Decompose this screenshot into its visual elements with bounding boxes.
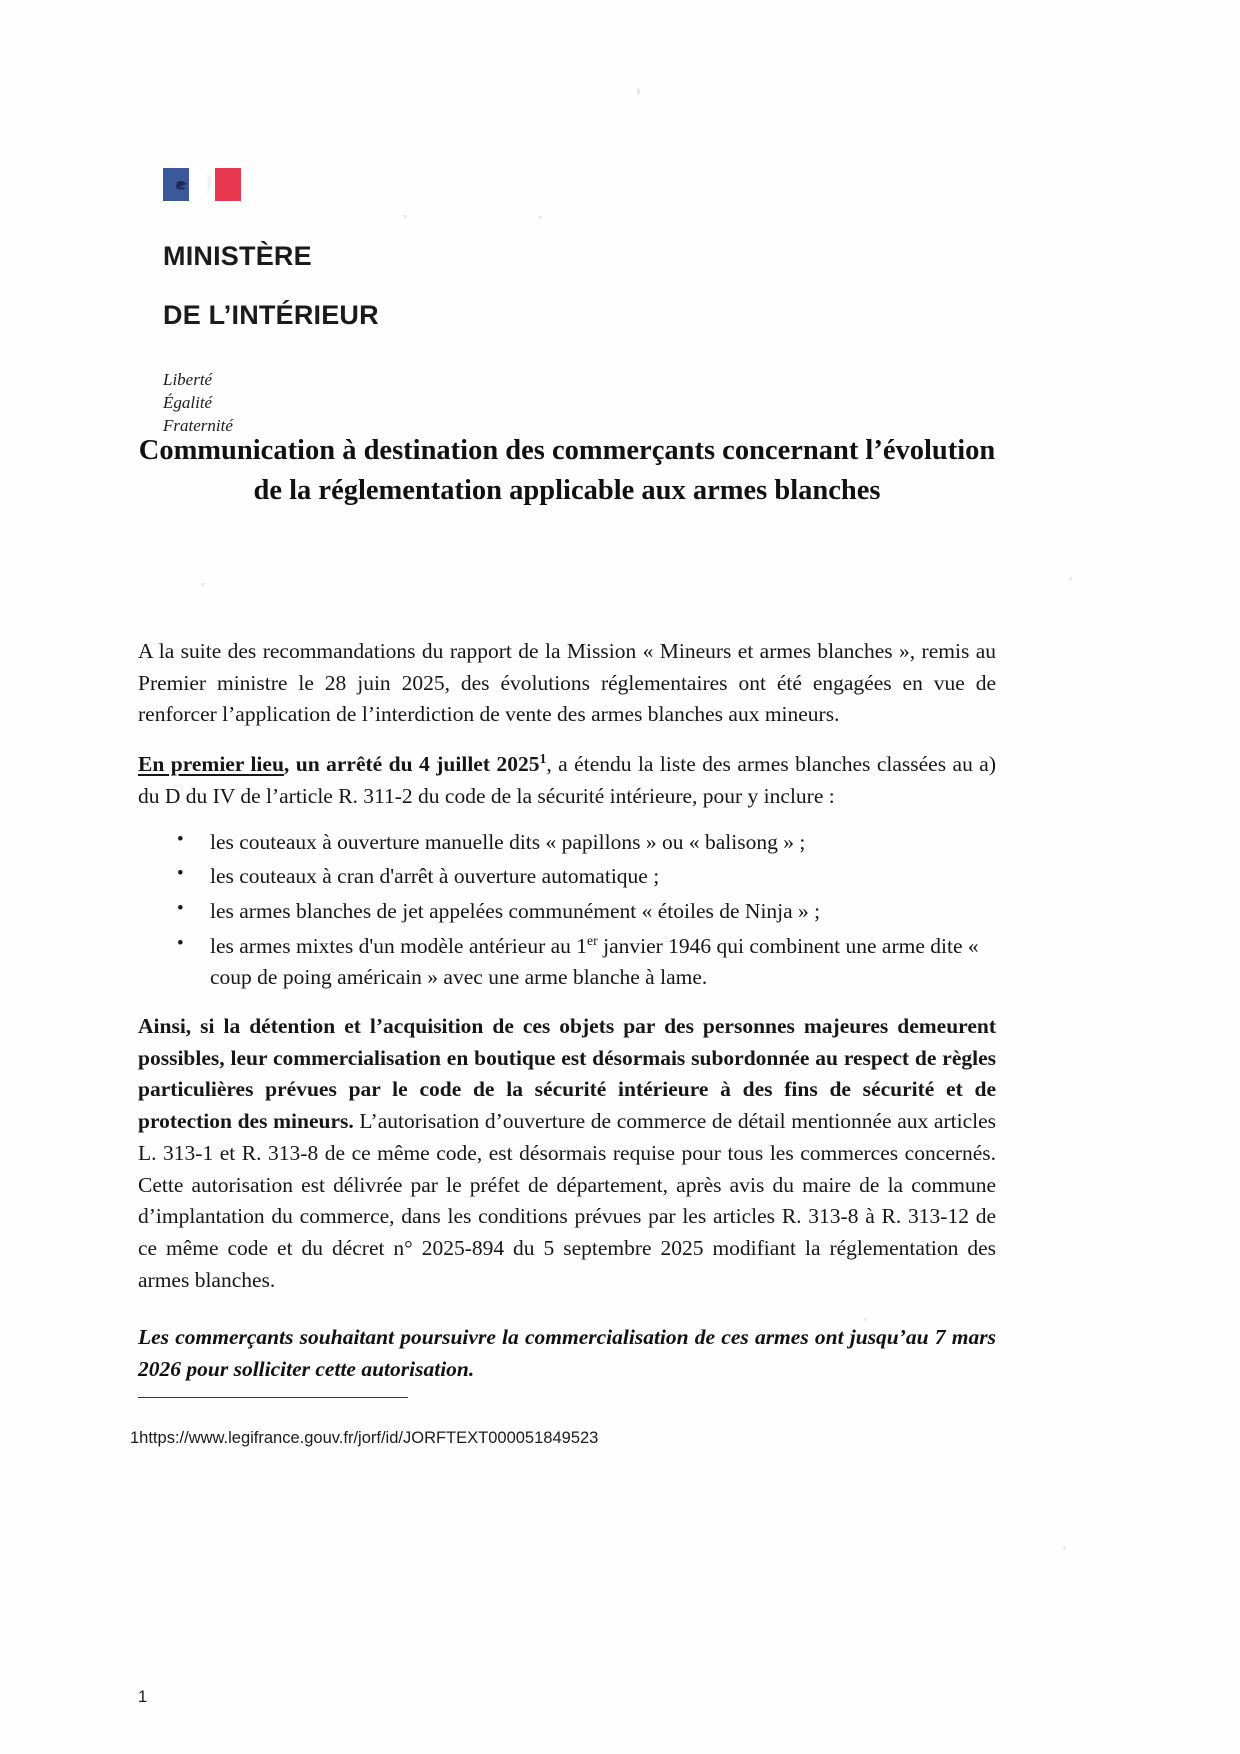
scan-speckle xyxy=(1069,577,1072,580)
paragraph-ainsi xyxy=(138,1011,996,1296)
scan-speckle xyxy=(539,216,542,219)
paragraph-intro: A la suite des recommandations du rapport de la Mission « Mineurs et armes blanches », remis au Premier ministre le 28 juin 2025, des évolutions réglementaires ont été engagées en vue de renforcer l’application de l’interdiction de vente des armes blanches aux mineurs. xyxy=(138,639,996,727)
ministry-name-line2: DE L’INTÉRIEUR xyxy=(163,300,379,331)
premier-lieu-lead: En premier lieu xyxy=(138,752,284,777)
scan-speckle xyxy=(404,215,407,218)
footnote-marker-1: 1 xyxy=(539,750,547,766)
paragraph-deadline: Les commerçants souhaitant poursuivre la commercialisation de ces armes ont jusqu’au 7 mars 2026 pour solliciter cette autorisation. xyxy=(138,1325,996,1382)
list-item-superscript: er xyxy=(587,932,598,948)
document-body xyxy=(138,636,996,1407)
list-item xyxy=(210,827,996,859)
list-item-text: les armes blanches de jet appelées communément « étoiles de Ninja » ; xyxy=(210,898,821,923)
scan-speckle xyxy=(637,88,640,95)
list-item-text: les armes mixtes d'un modèle antérieur au 1 xyxy=(210,933,588,958)
scan-speckle xyxy=(864,1318,867,1321)
letterhead xyxy=(163,168,503,437)
list-item-text: les couteaux à ouverture manuelle dits « papillons » ou « balisong » ; xyxy=(210,829,806,854)
republic-motto xyxy=(163,369,503,437)
premier-lieu-bold-rest: , un arrêté du 4 juillet 2025 xyxy=(283,752,540,777)
list-item xyxy=(210,861,996,893)
list-item-text: les couteaux à cran d'arrêt à ouverture automatique ; xyxy=(210,864,660,889)
footnote-text: 1https://www.legifrance.gouv.fr/jorf/id/JORFTEXT000051849523 xyxy=(130,1429,599,1447)
page-number: 1 xyxy=(138,1688,148,1706)
premier-lieu-plain: , a étendu la liste des armes blanches classées au a) du D du IV de l’article R. 311-2 du code de la sécurité intérieure, pour y inclure : xyxy=(138,752,996,808)
french-flag-marianne-logo xyxy=(163,168,241,201)
list-item xyxy=(210,896,996,928)
ministry-name-line1: MINISTÈRE xyxy=(163,240,312,271)
paragraph-premier-lieu xyxy=(138,749,996,812)
ministry-name xyxy=(163,212,503,360)
scan-speckle xyxy=(1063,1546,1066,1549)
list-item-text-cont: janvier 1946 qui combinent une arme dite « coup de poing américain » avec une arme blanche à lame. xyxy=(210,933,979,990)
motto-egalite: Égalité xyxy=(163,393,213,413)
weapons-list xyxy=(138,827,996,995)
list-item xyxy=(210,931,996,994)
scan-speckle xyxy=(201,583,204,586)
ainsi-bold-lead: Ainsi, si la détention et l’acquisition de ces objets par des personnes majeures demeurent possibles, leur commercialisation en boutique est désormais subordonnée au respect de règles particulières prévues par le code de la sécurité intérieure à des fins de sécurité et de protection des mineurs. xyxy=(138,1014,996,1134)
document-title: Communication à destination des commerçants concernant l’évolution de la réglementation applicable aux armes blanches xyxy=(138,435,996,506)
ainsi-plain-rest: L’autorisation d’ouverture de commerce de détail mentionnée aux articles L. 313-1 et R. 313-8 de ce même code, est désormais requise pour tous les commerces concernés. Cette autorisation est délivrée par le préfet de département, après avis du maire de la commune d’implantation du commerce, dans les conditions prévues par les articles R. 313-8 à R. 313-12 de ce même code et du décret n° 2025-894 du 5 septembre 2025 modifiant la réglementation des armes blanches. xyxy=(138,1109,996,1292)
footnote-separator xyxy=(138,1397,408,1398)
motto-fraternite: Fraternité xyxy=(163,415,233,435)
motto-liberte: Liberté xyxy=(163,370,213,390)
